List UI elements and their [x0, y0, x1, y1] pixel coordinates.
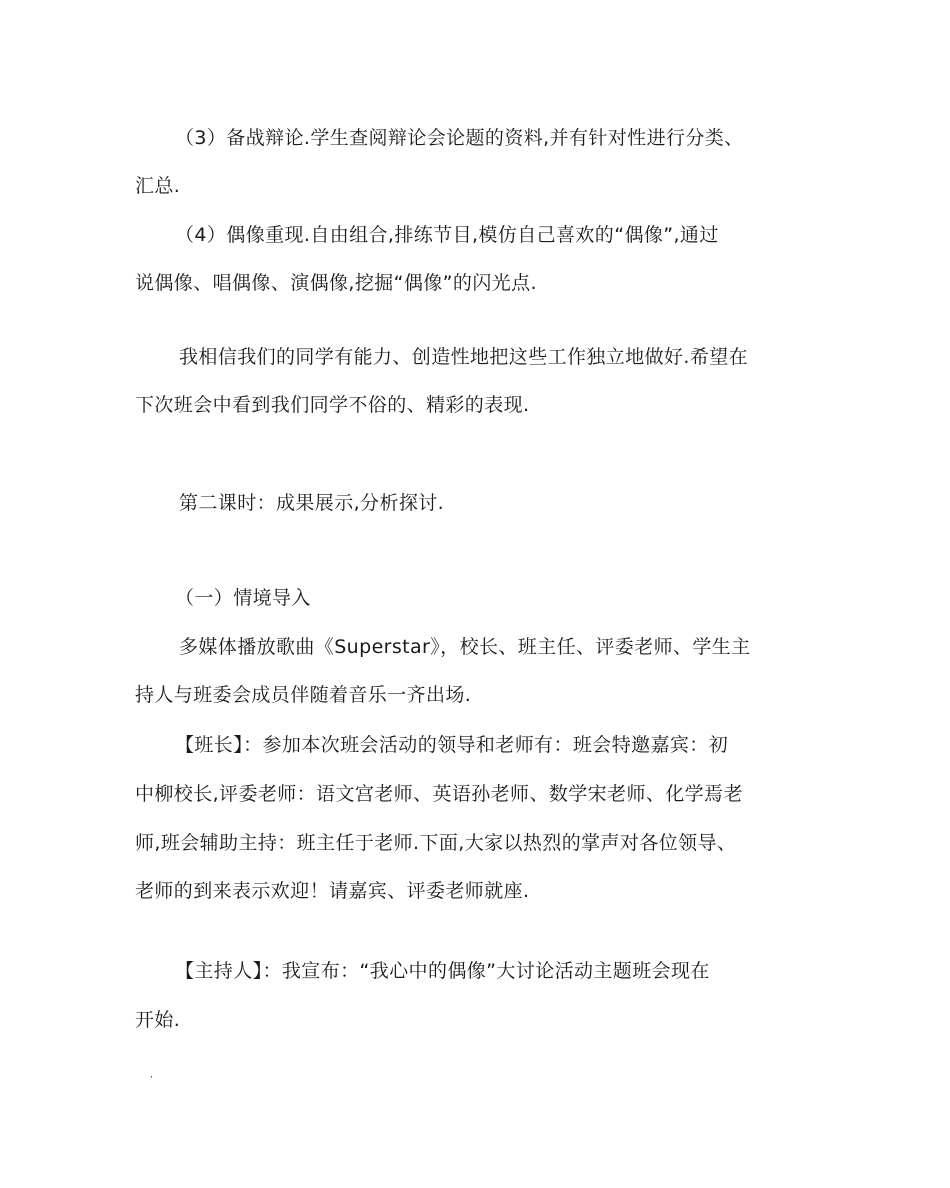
paragraph-line: 汇总.: [135, 175, 181, 197]
paragraph-line: 开始.: [135, 1009, 181, 1031]
footer-mark: ,: [150, 1070, 153, 1080]
paragraph-line: 老师的到来表示欢迎！请嘉宾、评委老师就座.: [135, 880, 530, 902]
paragraph-line: 下次班会中看到我们同学不俗的、精彩的表现.: [135, 394, 530, 416]
paragraph-line: （4）偶像重现.自由组合,排练节目,模仿自己喜欢的“偶像”,通过: [175, 224, 719, 246]
paragraph-line: 我相信我们的同学有能力、创造性地把这些工作独立地做好.希望在: [179, 346, 749, 368]
subsection-heading: （一）情境导入: [175, 587, 311, 609]
paragraph-line: 师,班会辅助主持：班主任于老师.下面,大家以热烈的掌声对各位领导、: [135, 832, 737, 854]
paragraph-line: 说偶像、唱偶像、演偶像,挖掘“偶像”的闪光点.: [135, 272, 537, 294]
section-heading: 第二课时：成果展示,分析探讨.: [179, 492, 445, 514]
paragraph-line: 多媒体播放歌曲《Superstar》，校长、班主任、评委老师、学生主: [179, 636, 751, 658]
paragraph-line: 持人与班委会成员伴随着音乐一齐出场.: [135, 684, 472, 706]
paragraph-line: （3）备战辩论.学生查阅辩论会论题的资料,并有针对性进行分类、: [175, 127, 744, 149]
paragraph-line: 【班长】：参加本次班会活动的领导和老师有：班会特邀嘉宾：初: [175, 734, 729, 756]
paragraph-line: 【主持人】：我宣布：“我心中的偶像”大讨论活动主题班会现在: [175, 960, 710, 982]
paragraph-line: 中柳校长,评委老师：语文宫老师、英语孙老师、数学宋老师、化学焉老: [135, 783, 743, 805]
